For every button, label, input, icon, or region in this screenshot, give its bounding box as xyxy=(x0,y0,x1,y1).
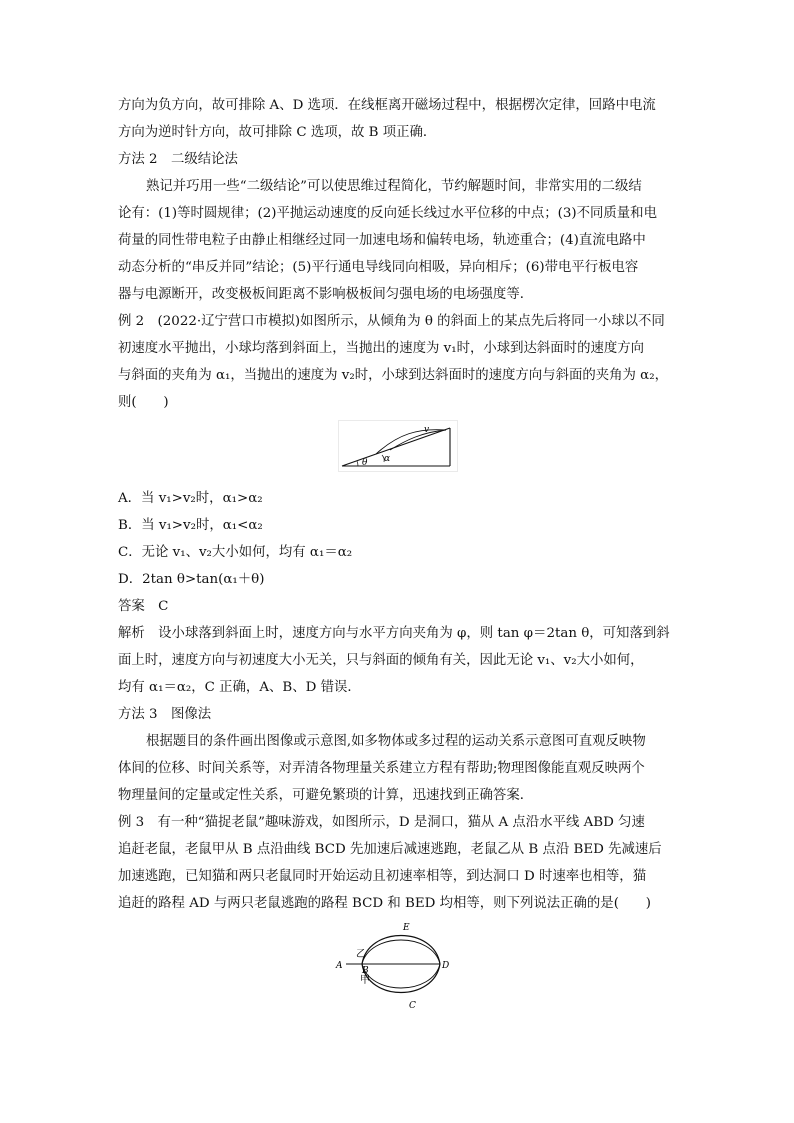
text-line: 方向为负方向，故可排除 A、D 选项．在线框离开磁场过程中，根据楞次定律，回路中电流 xyxy=(118,98,656,113)
paragraph-line: 体间的位移、时间关系等，对弄清各物理量关系建立方程有帮助;物理图像能直观反映两个 xyxy=(118,761,645,776)
example-2-line: 例 2 (2022·辽宁营口市模拟)如图所示，从倾角为 θ 的斜面上的某点先后将同一小球以不同 xyxy=(118,314,665,329)
example-2-line: 与斜面的夹角为 α₁，当抛出的速度为 v₂时，小球到达斜面时的速度方向与斜面的夹角为 α₂， xyxy=(118,368,668,383)
cat-mouse-figure xyxy=(334,918,458,1012)
option-d: D．2tan θ>tan(α₁＋θ) xyxy=(118,572,265,587)
incline-line xyxy=(342,428,450,466)
label-theta: θ xyxy=(362,458,368,468)
section-heading-method-2: 方法 2 二级结论法 xyxy=(118,152,238,167)
label-c: C xyxy=(409,1001,416,1011)
label-e: E xyxy=(403,923,410,933)
section-heading-method-3: 方法 3 图像法 xyxy=(118,707,212,722)
label-d: D xyxy=(442,961,450,971)
paragraph-line: 根据题目的条件画出图像或示意图,如多物体或多过程的运动关系示意图可直观反映物 xyxy=(146,734,646,749)
option-c: C．无论 v₁、v₂大小如何，均有 α₁＝α₂ xyxy=(118,545,353,560)
option-b: B．当 v₁>v₂时，α₁<α₂ xyxy=(118,518,263,533)
solution-line: 解析 设小球落到斜面上时，速度方向与水平方向夹角为 φ，则 tan φ＝2tan θ，可知落到斜 xyxy=(118,626,670,641)
label-a: A xyxy=(336,961,343,971)
paragraph-line: 物理量间的定量或定性关系，可避免繁琐的计算，迅速找到正确答案． xyxy=(118,788,534,803)
example-2-line: 则( ) xyxy=(118,395,169,410)
solution-line: 均有 α₁＝α₂，C 正确，A、B、D 错误． xyxy=(118,680,361,695)
option-a: A．当 v₁>v₂时，α₁>α₂ xyxy=(118,491,263,506)
example-3-line: 追赶老鼠，老鼠甲从 B 点沿曲线 BCD 先加速后减速逃跑，老鼠乙从 B 点沿 BED 先减速后 xyxy=(118,842,662,857)
label-v: v xyxy=(424,425,430,435)
paragraph-line: 荷量的同性带电粒子由静止相继经过同一加速电场和偏转电场，轨迹重合；(4)直流电路中 xyxy=(118,233,646,248)
paragraph-line: 熟记并巧用一些“二级结论”可以使思维过程简化，节约解题时间，非常实用的二级结 xyxy=(146,179,642,194)
example-3-line: 加速逃跑，已知猫和两只老鼠同时开始运动且初速率相等，到达洞口 D 时速率也相等，猫 xyxy=(118,869,647,884)
incline-figure xyxy=(338,420,458,472)
label-alpha: α xyxy=(384,454,391,464)
example-2-line: 初速度水平抛出，小球均落到斜面上，当抛出的速度为 v₁时，小球到达斜面时的速度方向 xyxy=(118,341,645,356)
theta-arc xyxy=(357,461,358,466)
solution-line: 面上时，速度方向与初速度大小无关，只与斜面的倾角有关，因此无论 v₁、v₂大小如何， xyxy=(118,653,644,668)
answer-line: 答案 C xyxy=(118,599,169,614)
paragraph-line: 动态分析的“串反并同”结论；(5)平行通电导线同向相吸，异向相斥；(6)带电平行板电容 xyxy=(118,260,639,275)
text-line: 方向为逆时针方向，故可排除 C 选项，故 B 项正确． xyxy=(118,125,437,140)
label-b: B xyxy=(362,966,369,976)
paragraph-line: 器与电源断开，改变极板间距离不影响极板间匀强电场的电场强度等． xyxy=(118,287,534,302)
example-3-line: 例 3 有一种“猫捉老鼠”趣味游戏，如图所示，D 是洞口，猫从 A 点沿水平线 ABD 匀速 xyxy=(118,815,645,830)
label-yi: 乙 xyxy=(356,949,366,960)
example-3-line: 追赶的路程 AD 与两只老鼠逃跑的路程 BCD 和 BED 均相等，则下列说法正确的是( ) xyxy=(118,896,651,911)
trajectory-inner xyxy=(390,430,446,450)
paragraph-line: 论有：(1)等时圆规律；(2)平抛运动速度的反向延长线过水平位移的中点；(3)不同质量和电 xyxy=(118,206,657,221)
label-jia: 甲 xyxy=(360,975,370,986)
